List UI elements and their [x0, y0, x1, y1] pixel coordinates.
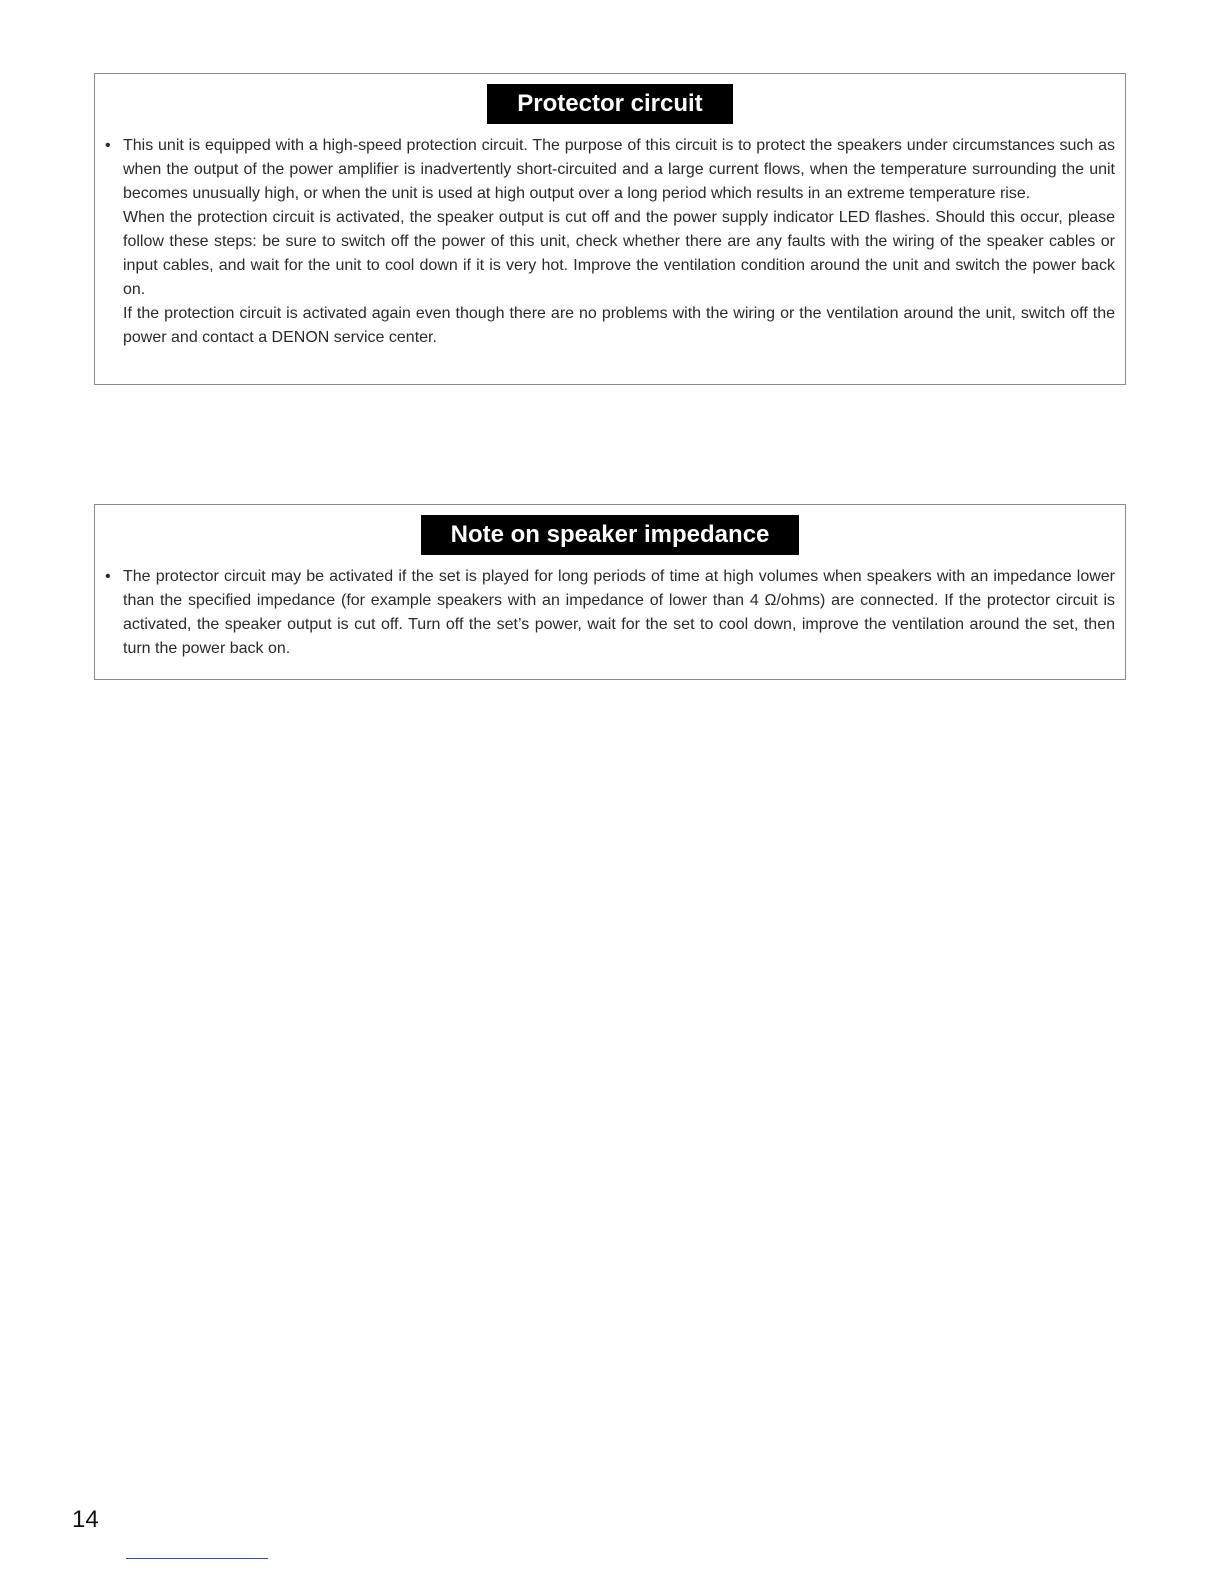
- speaker-impedance-heading: Note on speaker impedance: [421, 515, 800, 555]
- impedance-paragraph-1: The protector circuit may be activated if the set is played for long periods of time at high volumes when speakers with an impedance lower than the specified impedance (for example speakers with an impedance of lower than 4 Ω/ohms) are connected. If the protector circuit is activated, the speaker output is cut off. Turn off the set’s power, wait for the set to cool down, improve the ventilation around the set, then turn the power back on.: [123, 568, 1115, 657]
- bullet-icon: •: [105, 137, 111, 154]
- speaker-impedance-section: [94, 504, 1126, 680]
- speaker-impedance-heading-wrap: [95, 515, 1125, 555]
- protector-circuit-heading: Protector circuit: [487, 84, 732, 124]
- protector-circuit-section: [94, 73, 1126, 385]
- protector-paragraph-2: When the protection circuit is activated, the speaker output is cut off and the power supply indicator LED flashes. Should this occur, please follow these steps: be sure to switch off the power of this unit, check whether there are any faults with the wiring of the speaker cables or input cables, and wait for the unit to cool down if it is very hot. Improve the ventilation condition around the unit and switch the power back on.: [123, 209, 1115, 298]
- speaker-impedance-bullet-item: [105, 565, 1115, 661]
- protector-paragraph-1: This unit is equipped with a high-speed protection circuit. The purpose of this circuit is to protect the speakers under circumstances such as when the output of the power amplifier is inadvertently short-circuited and a large current flows, when the temperature surrounding the unit becomes unusually high, or when the unit is used at high output over a long period which results in an extreme temperature rise.: [123, 137, 1115, 202]
- protector-circuit-heading-wrap: [95, 84, 1125, 124]
- protector-paragraph-3: If the protection circuit is activated again even though there are no problems with the wiring or the ventilation around the unit, switch off the power and contact a DENON service center.: [123, 305, 1115, 346]
- footer-rule: [126, 1558, 268, 1559]
- protector-circuit-bullet-item: [105, 134, 1115, 350]
- page-number: 14: [72, 1506, 99, 1533]
- bullet-icon: •: [105, 568, 111, 585]
